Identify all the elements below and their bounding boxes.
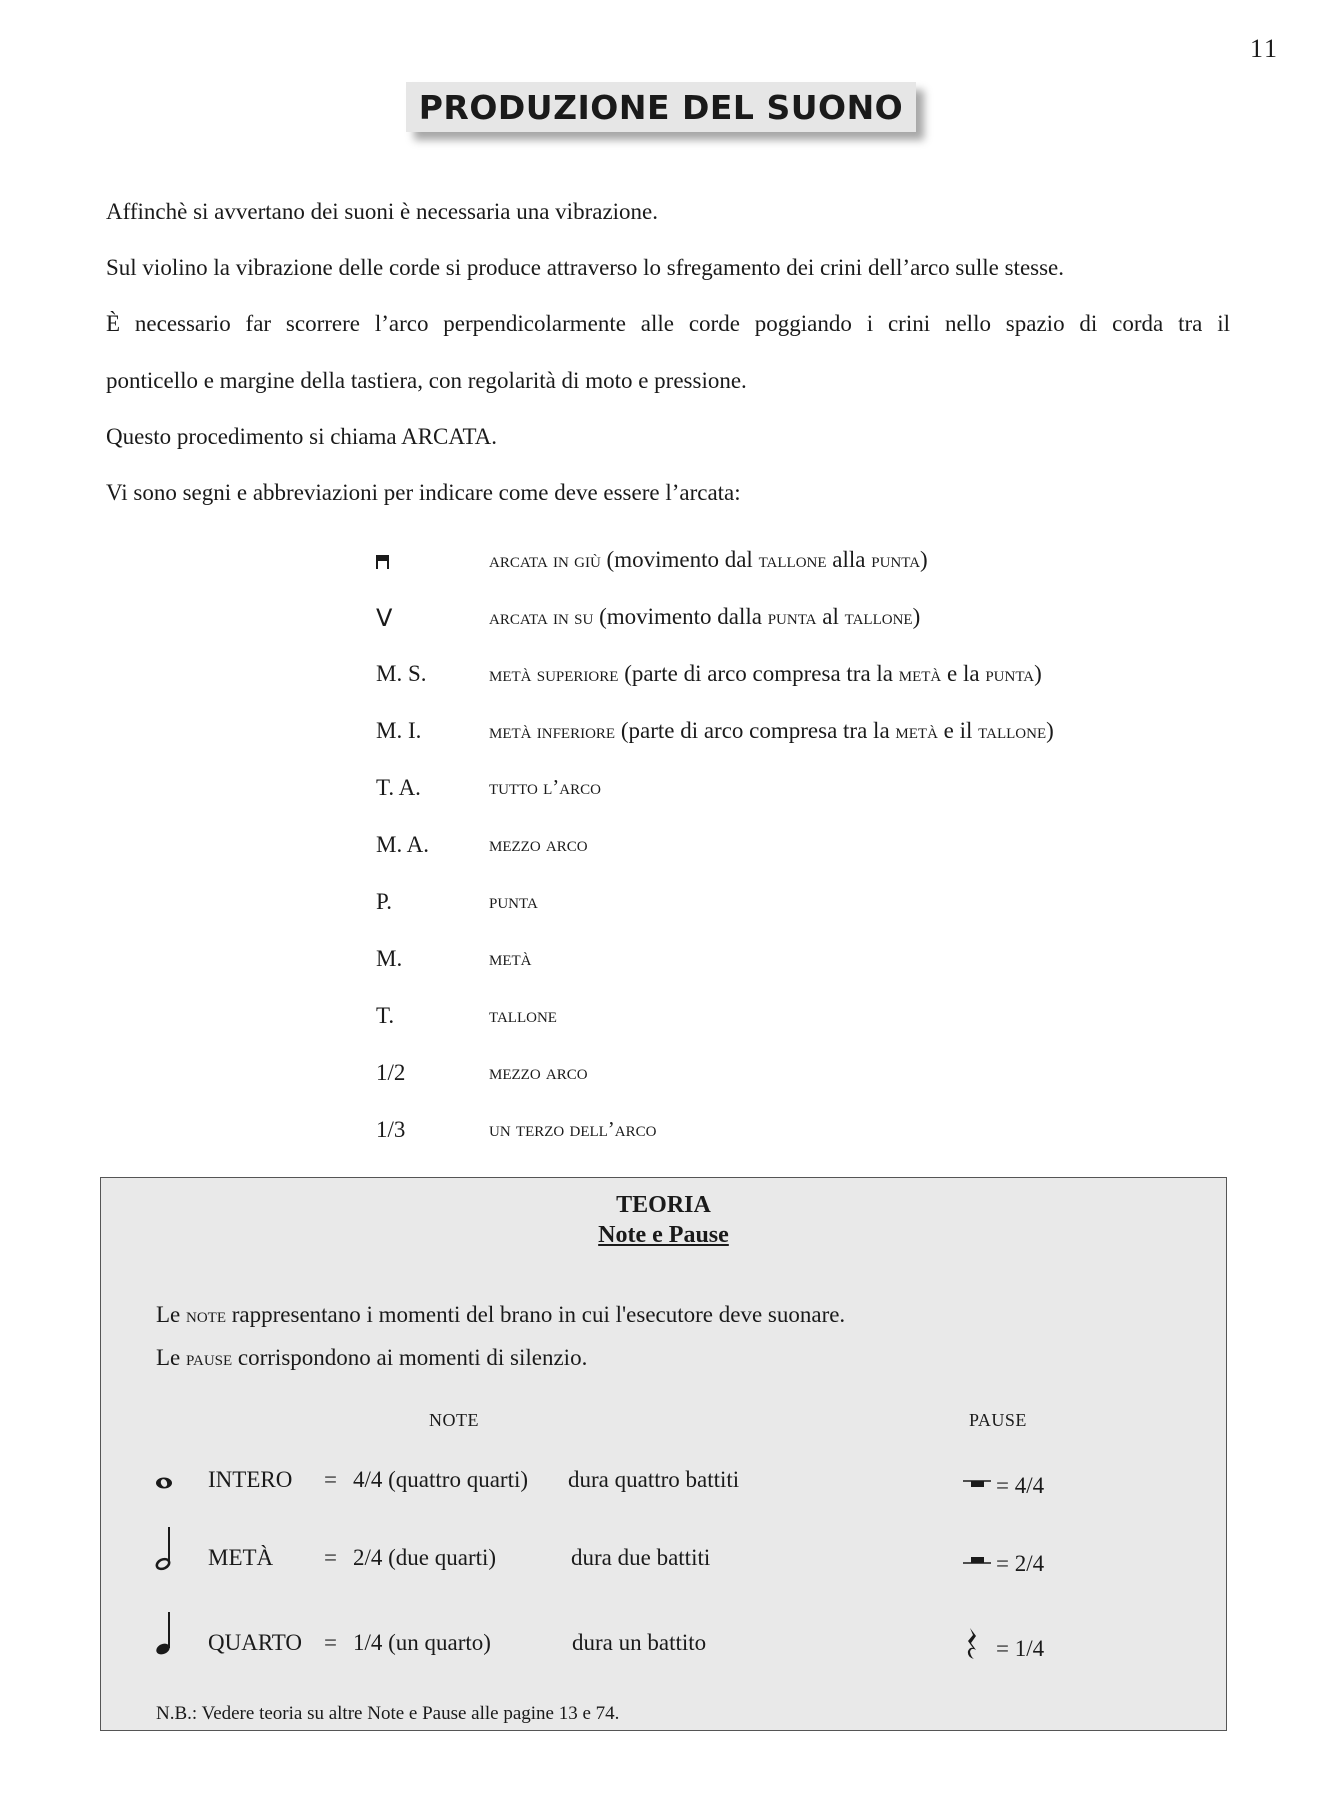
- footnote: N.B.: Vedere teoria su altre Note e Pause alle pagine 13 e 74.: [156, 1703, 620, 1724]
- title-box: [406, 82, 916, 132]
- paragraph-3: È necessario far scorrere l’arco perpendicolarmente alle corde poggiando i crini nello spazio di corda tra il: [106, 311, 1230, 336]
- note-row-half: METÀ = 2/4 (due quarti) dura due battiti = 2/4: [101, 1523, 1226, 1583]
- sign-row-down-bow: arcata in giù (movimento dal tallone alla punta): [376, 547, 1276, 581]
- note-row-quarter: QUARTO = 1/4 (un quarto) dura un battito = 1/4: [101, 1608, 1226, 1668]
- sign-row: M. metà: [376, 946, 532, 971]
- sign-row-up-bow: V arcata in su (movimento dalla punta al tallone): [376, 604, 921, 632]
- paragraph-5: Questo procedimento si chiama ARCATA.: [106, 424, 498, 449]
- sign-row: P. punta: [376, 889, 538, 914]
- down-bow-icon: [376, 555, 389, 569]
- sign-row-mi: M. I. metà inferiore (parte di arco compresa tra la metà e il tallone): [376, 718, 1054, 743]
- paragraph-6: Vi sono segni e abbreviazioni per indicare come deve essere l’arcata:: [106, 480, 741, 505]
- paragraph-2: Sul violino la vibrazione delle corde si produce attraverso lo sfregamento dei crini dell’arco sulle stesse.: [106, 255, 1065, 280]
- theory-title: TEORIA: [616, 1192, 711, 1218]
- page-number: 11: [1249, 34, 1279, 63]
- sign-row: 1/2 mezzo arco: [376, 1060, 588, 1085]
- column-header-pauses: PAUSE: [969, 1410, 1027, 1430]
- whole-rest-icon: [963, 1467, 991, 1507]
- theory-subtitle: Note e Pause: [598, 1222, 729, 1248]
- theory-box: [100, 1177, 1227, 1731]
- theory-line-notes: Le note rappresentano i momenti del brano in cui l'esecutore deve suonare.: [156, 1302, 846, 1327]
- note-row-whole: INTERO = 4/4 (quattro quarti) dura quattro battiti = 4/4: [101, 1461, 1226, 1521]
- up-bow-icon: V: [376, 604, 393, 632]
- sign-row: 1/3 un terzo dell’arco: [376, 1117, 657, 1142]
- paragraph-1: Affinchè si avvertano dei suoni è necessaria una vibrazione.: [106, 199, 658, 224]
- half-rest-icon: [963, 1543, 991, 1583]
- quarter-rest-icon: [965, 1626, 981, 1668]
- quarter-note-icon: [154, 1608, 174, 1664]
- theory-line-pauses: Le pause corrispondono ai momenti di silenzio.: [156, 1345, 588, 1370]
- sign-row: T. tallone: [376, 1003, 557, 1028]
- whole-note-icon: [154, 1461, 174, 1507]
- paragraph-4: ponticello e margine della tastiera, con regolarità di moto e pressione.: [106, 368, 747, 393]
- sign-row-ms: M. S. metà superiore (parte di arco compresa tra la metà e la punta): [376, 661, 1042, 686]
- column-header-notes: NOTE: [429, 1410, 479, 1430]
- page-title: PRODUZIONE DEL SUONO: [418, 87, 904, 127]
- half-note-icon: [154, 1523, 174, 1579]
- sign-row: T. A. tutto l’arco: [376, 775, 601, 800]
- sign-row: M. A. mezzo arco: [376, 832, 588, 857]
